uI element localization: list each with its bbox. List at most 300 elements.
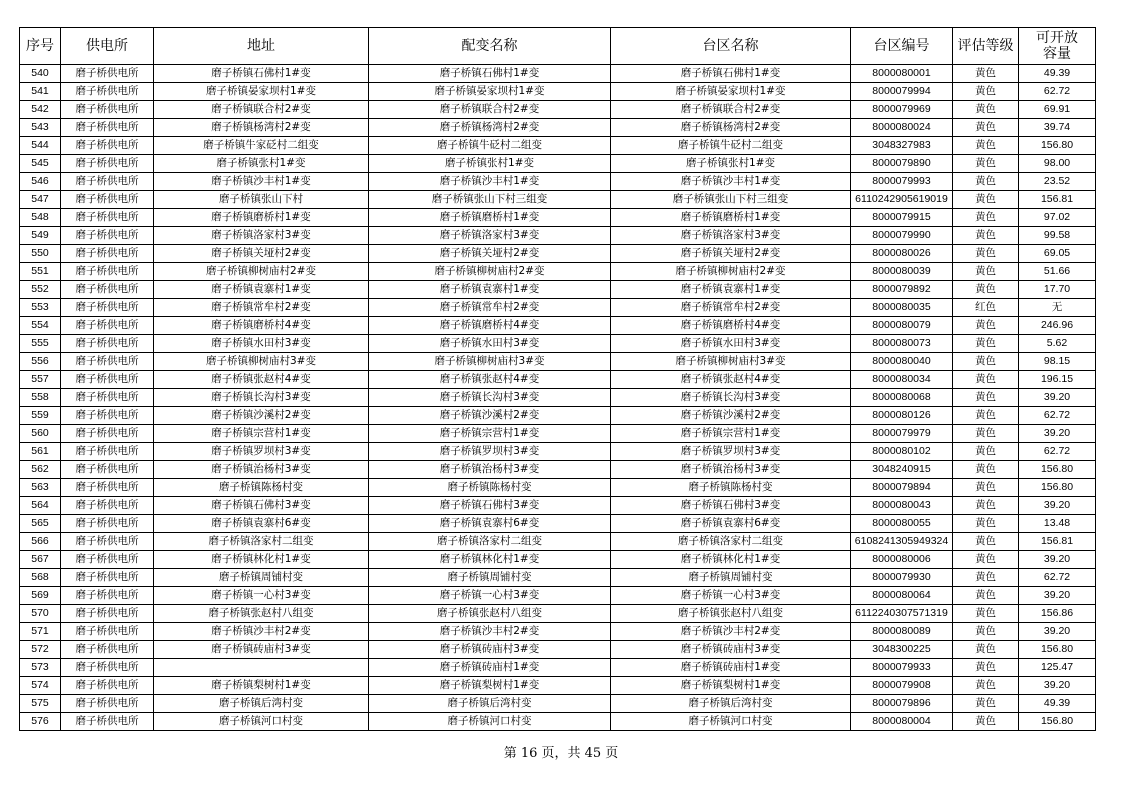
table-row — [20, 191, 1096, 209]
cell-area-code: 8000080034 — [851, 371, 953, 389]
cell-address: 磨子桥镇袁寨村6#变 — [154, 515, 369, 533]
cell-transformer: 磨子桥镇砖庙村1#变 — [369, 659, 611, 677]
cell-address: 磨子桥镇洛家村3#变 — [154, 227, 369, 245]
cell-seq: 562 — [20, 461, 61, 479]
cell-seq: 553 — [20, 299, 61, 317]
cell-capacity: 23.52 — [1019, 173, 1096, 191]
cell-capacity: 156.80 — [1019, 137, 1096, 155]
cell-capacity: 13.48 — [1019, 515, 1096, 533]
cell-seq: 548 — [20, 209, 61, 227]
cell-address: 磨子桥镇治杨村3#变 — [154, 461, 369, 479]
cell-supplier: 磨子桥供电所 — [61, 371, 154, 389]
cell-grade: 黄色 — [953, 137, 1019, 155]
cell-seq: 549 — [20, 227, 61, 245]
cell-capacity: 69.05 — [1019, 245, 1096, 263]
cell-transformer: 磨子桥镇张山下村三组变 — [369, 191, 611, 209]
cell-seq: 564 — [20, 497, 61, 515]
cell-grade: 黄色 — [953, 407, 1019, 425]
cell-supplier: 磨子桥供电所 — [61, 659, 154, 677]
cell-area-name: 磨子桥镇砖庙村3#变 — [611, 641, 851, 659]
cell-capacity: 39.20 — [1019, 677, 1096, 695]
cell-address: 磨子桥镇石佛村3#变 — [154, 497, 369, 515]
cell-supplier: 磨子桥供电所 — [61, 83, 154, 101]
table-row — [20, 461, 1096, 479]
cell-capacity: 39.20 — [1019, 623, 1096, 641]
cell-area-name: 磨子桥镇柳树庙村3#变 — [611, 353, 851, 371]
table-body — [20, 65, 1096, 731]
cell-address: 磨子桥镇晏家坝村1#变 — [154, 83, 369, 101]
cell-grade: 黄色 — [953, 497, 1019, 515]
cell-capacity: 246.96 — [1019, 317, 1096, 335]
table-row — [20, 371, 1096, 389]
cell-seq: 561 — [20, 443, 61, 461]
cell-address: 磨子桥镇一心村3#变 — [154, 587, 369, 605]
table-header — [20, 28, 1096, 65]
cell-address: 磨子桥镇洛家村二组变 — [154, 533, 369, 551]
cell-grade: 黄色 — [953, 461, 1019, 479]
cell-seq: 571 — [20, 623, 61, 641]
cell-transformer: 磨子桥镇沙丰村2#变 — [369, 623, 611, 641]
cell-area-name: 磨子桥镇陈杨村变 — [611, 479, 851, 497]
cell-grade: 黄色 — [953, 353, 1019, 371]
cell-grade: 黄色 — [953, 389, 1019, 407]
cell-supplier: 磨子桥供电所 — [61, 569, 154, 587]
cell-area-code: 6110242905619019 — [851, 191, 953, 209]
cell-supplier: 磨子桥供电所 — [61, 101, 154, 119]
cell-capacity: 98.15 — [1019, 353, 1096, 371]
header-capacity-line2: 容量 — [1043, 46, 1071, 62]
cell-address: 磨子桥镇水田村3#变 — [154, 335, 369, 353]
table-row — [20, 515, 1096, 533]
cell-grade: 黄色 — [953, 191, 1019, 209]
cell-area-name: 磨子桥镇河口村变 — [611, 713, 851, 731]
cell-address: 磨子桥镇罗坝村3#变 — [154, 443, 369, 461]
table-row — [20, 353, 1096, 371]
table-row — [20, 497, 1096, 515]
cell-seq: 541 — [20, 83, 61, 101]
cell-grade: 黄色 — [953, 569, 1019, 587]
cell-supplier: 磨子桥供电所 — [61, 515, 154, 533]
table-row — [20, 407, 1096, 425]
cell-supplier: 磨子桥供电所 — [61, 605, 154, 623]
cell-transformer: 磨子桥镇林化村1#变 — [369, 551, 611, 569]
cell-area-name: 磨子桥镇磨桥村4#变 — [611, 317, 851, 335]
header-grade: 评估等级 — [953, 28, 1019, 65]
cell-address: 磨子桥镇沙丰村2#变 — [154, 623, 369, 641]
cell-capacity: 62.72 — [1019, 407, 1096, 425]
cell-area-code: 8000079979 — [851, 425, 953, 443]
table-row — [20, 551, 1096, 569]
cell-area-code: 8000080126 — [851, 407, 953, 425]
cell-area-code: 3048300225 — [851, 641, 953, 659]
cell-transformer: 磨子桥镇梨树村1#变 — [369, 677, 611, 695]
cell-seq: 558 — [20, 389, 61, 407]
cell-supplier: 磨子桥供电所 — [61, 245, 154, 263]
table-row — [20, 209, 1096, 227]
table-row — [20, 299, 1096, 317]
cell-area-code: 8000080043 — [851, 497, 953, 515]
cell-grade: 黄色 — [953, 101, 1019, 119]
cell-seq: 546 — [20, 173, 61, 191]
cell-capacity: 156.86 — [1019, 605, 1096, 623]
cell-supplier: 磨子桥供电所 — [61, 137, 154, 155]
cell-capacity: 196.15 — [1019, 371, 1096, 389]
cell-area-code: 8000080004 — [851, 713, 953, 731]
cell-supplier: 磨子桥供电所 — [61, 119, 154, 137]
cell-area-code: 8000079908 — [851, 677, 953, 695]
cell-transformer: 磨子桥镇洛家村3#变 — [369, 227, 611, 245]
cell-grade: 黄色 — [953, 443, 1019, 461]
cell-area-code: 8000080040 — [851, 353, 953, 371]
cell-area-name: 磨子桥镇袁寨村1#变 — [611, 281, 851, 299]
cell-area-name: 磨子桥镇张村1#变 — [611, 155, 851, 173]
cell-seq: 555 — [20, 335, 61, 353]
cell-supplier: 磨子桥供电所 — [61, 65, 154, 83]
cell-transformer: 磨子桥镇晏家坝村1#变 — [369, 83, 611, 101]
cell-address: 磨子桥镇陈杨村变 — [154, 479, 369, 497]
cell-area-name: 磨子桥镇石佛村3#变 — [611, 497, 851, 515]
cell-grade: 黄色 — [953, 587, 1019, 605]
cell-area-name: 磨子桥镇关垭村2#变 — [611, 245, 851, 263]
cell-area-code: 8000080024 — [851, 119, 953, 137]
cell-grade: 黄色 — [953, 623, 1019, 641]
cell-capacity: 156.80 — [1019, 641, 1096, 659]
cell-address: 磨子桥镇常牟村2#变 — [154, 299, 369, 317]
cell-transformer: 磨子桥镇张村1#变 — [369, 155, 611, 173]
cell-area-name: 磨子桥镇后湾村变 — [611, 695, 851, 713]
table-row — [20, 533, 1096, 551]
cell-area-code: 8000079969 — [851, 101, 953, 119]
cell-grade: 黄色 — [953, 677, 1019, 695]
cell-area-name: 磨子桥镇柳树庙村2#变 — [611, 263, 851, 281]
cell-address — [154, 659, 369, 677]
cell-capacity: 98.00 — [1019, 155, 1096, 173]
cell-transformer: 磨子桥镇后湾村变 — [369, 695, 611, 713]
cell-transformer: 磨子桥镇沙丰村1#变 — [369, 173, 611, 191]
cell-area-name: 磨子桥镇张山下村三组变 — [611, 191, 851, 209]
cell-grade: 黄色 — [953, 317, 1019, 335]
cell-seq: 543 — [20, 119, 61, 137]
cell-area-name: 磨子桥镇洛家村二组变 — [611, 533, 851, 551]
cell-transformer: 磨子桥镇陈杨村变 — [369, 479, 611, 497]
cell-area-code: 8000080102 — [851, 443, 953, 461]
cell-address: 磨子桥镇石佛村1#变 — [154, 65, 369, 83]
cell-supplier: 磨子桥供电所 — [61, 425, 154, 443]
cell-seq: 547 — [20, 191, 61, 209]
cell-capacity: 49.39 — [1019, 695, 1096, 713]
cell-supplier: 磨子桥供电所 — [61, 695, 154, 713]
cell-area-code: 8000079890 — [851, 155, 953, 173]
cell-seq: 576 — [20, 713, 61, 731]
table-row — [20, 317, 1096, 335]
cell-area-code: 3048240915 — [851, 461, 953, 479]
table-row — [20, 65, 1096, 83]
cell-transformer: 磨子桥镇联合村2#变 — [369, 101, 611, 119]
cell-address: 磨子桥镇梨树村1#变 — [154, 677, 369, 695]
cell-grade: 黄色 — [953, 119, 1019, 137]
page-footer: 第 16 页，共 45 页 — [503, 746, 619, 761]
cell-supplier: 磨子桥供电所 — [61, 407, 154, 425]
table-row — [20, 227, 1096, 245]
cell-area-code: 8000080068 — [851, 389, 953, 407]
cell-grade: 黄色 — [953, 371, 1019, 389]
cell-seq: 540 — [20, 65, 61, 83]
cell-address: 磨子桥镇张山下村 — [154, 191, 369, 209]
cell-area-code: 8000080001 — [851, 65, 953, 83]
cell-grade: 黄色 — [953, 551, 1019, 569]
cell-transformer: 磨子桥镇关垭村2#变 — [369, 245, 611, 263]
cell-area-code: 8000080039 — [851, 263, 953, 281]
cell-area-name: 磨子桥镇张赵村4#变 — [611, 371, 851, 389]
cell-capacity: 49.39 — [1019, 65, 1096, 83]
cell-area-name: 磨子桥镇沙丰村2#变 — [611, 623, 851, 641]
cell-capacity: 39.20 — [1019, 425, 1096, 443]
cell-address: 磨子桥镇沙丰村1#变 — [154, 173, 369, 191]
cell-capacity: 156.80 — [1019, 713, 1096, 731]
cell-seq: 575 — [20, 695, 61, 713]
cell-seq: 545 — [20, 155, 61, 173]
cell-transformer: 磨子桥镇袁寨村1#变 — [369, 281, 611, 299]
table-row — [20, 623, 1096, 641]
cell-address: 磨子桥镇长沟村3#变 — [154, 389, 369, 407]
cell-supplier: 磨子桥供电所 — [61, 281, 154, 299]
cell-transformer: 磨子桥镇柳树庙村3#变 — [369, 353, 611, 371]
cell-area-code: 8000079915 — [851, 209, 953, 227]
cell-area-name: 磨子桥镇石佛村1#变 — [611, 65, 851, 83]
table-row — [20, 605, 1096, 623]
cell-capacity: 39.20 — [1019, 587, 1096, 605]
cell-area-name: 磨子桥镇砖庙村1#变 — [611, 659, 851, 677]
cell-grade: 黄色 — [953, 335, 1019, 353]
cell-seq: 552 — [20, 281, 61, 299]
cell-seq: 542 — [20, 101, 61, 119]
cell-area-code: 8000079896 — [851, 695, 953, 713]
cell-transformer: 磨子桥镇牛砭村二组变 — [369, 137, 611, 155]
cell-transformer: 磨子桥镇水田村3#变 — [369, 335, 611, 353]
header-address: 地址 — [154, 28, 369, 65]
table-row — [20, 659, 1096, 677]
cell-capacity: 97.02 — [1019, 209, 1096, 227]
table-row — [20, 101, 1096, 119]
cell-transformer: 磨子桥镇洛家村二组变 — [369, 533, 611, 551]
cell-grade: 黄色 — [953, 479, 1019, 497]
cell-address: 磨子桥镇河口村变 — [154, 713, 369, 731]
cell-address: 磨子桥镇宗营村1#变 — [154, 425, 369, 443]
cell-area-name: 磨子桥镇宗营村1#变 — [611, 425, 851, 443]
cell-grade: 黄色 — [953, 713, 1019, 731]
cell-seq: 563 — [20, 479, 61, 497]
cell-area-name: 磨子桥镇洛家村3#变 — [611, 227, 851, 245]
cell-capacity: 39.20 — [1019, 389, 1096, 407]
cell-seq: 556 — [20, 353, 61, 371]
cell-supplier: 磨子桥供电所 — [61, 155, 154, 173]
cell-area-code: 8000079894 — [851, 479, 953, 497]
cell-capacity: 69.91 — [1019, 101, 1096, 119]
cell-capacity: 39.74 — [1019, 119, 1096, 137]
cell-area-name: 磨子桥镇沙丰村1#变 — [611, 173, 851, 191]
table-row — [20, 281, 1096, 299]
cell-area-name: 磨子桥镇沙溪村2#变 — [611, 407, 851, 425]
cell-supplier: 磨子桥供电所 — [61, 551, 154, 569]
cell-address: 磨子桥镇沙溪村2#变 — [154, 407, 369, 425]
header-capacity-line1: 可开放 — [1036, 30, 1078, 46]
table-row — [20, 119, 1096, 137]
cell-address: 磨子桥镇林化村1#变 — [154, 551, 369, 569]
cell-transformer: 磨子桥镇张赵村八组变 — [369, 605, 611, 623]
cell-capacity: 17.70 — [1019, 281, 1096, 299]
header-transformer: 配变名称 — [369, 28, 611, 65]
header-row — [20, 28, 1096, 65]
cell-area-name: 磨子桥镇梨树村1#变 — [611, 677, 851, 695]
cell-area-name: 磨子桥镇罗坝村3#变 — [611, 443, 851, 461]
table-row — [20, 425, 1096, 443]
cell-grade: 黄色 — [953, 65, 1019, 83]
cell-area-code: 8000079994 — [851, 83, 953, 101]
cell-address: 磨子桥镇磨桥村1#变 — [154, 209, 369, 227]
cell-transformer: 磨子桥镇袁寨村6#变 — [369, 515, 611, 533]
cell-seq: 560 — [20, 425, 61, 443]
cell-capacity: 99.58 — [1019, 227, 1096, 245]
cell-area-code: 8000079993 — [851, 173, 953, 191]
table-row — [20, 83, 1096, 101]
cell-address: 磨子桥镇柳树庙村3#变 — [154, 353, 369, 371]
cell-supplier: 磨子桥供电所 — [61, 389, 154, 407]
cell-capacity: 156.81 — [1019, 191, 1096, 209]
cell-seq: 570 — [20, 605, 61, 623]
cell-area-name: 磨子桥镇联合村2#变 — [611, 101, 851, 119]
cell-capacity: 156.80 — [1019, 461, 1096, 479]
cell-seq: 566 — [20, 533, 61, 551]
cell-area-code: 8000080064 — [851, 587, 953, 605]
cell-transformer: 磨子桥镇柳树庙村2#变 — [369, 263, 611, 281]
cell-area-name: 磨子桥镇治杨村3#变 — [611, 461, 851, 479]
cell-area-code: 6112240307571319 — [851, 605, 953, 623]
cell-address: 磨子桥镇磨桥村4#变 — [154, 317, 369, 335]
cell-area-code: 8000080079 — [851, 317, 953, 335]
cell-area-name: 磨子桥镇长沟村3#变 — [611, 389, 851, 407]
cell-capacity: 51.66 — [1019, 263, 1096, 281]
header-capacity — [1019, 28, 1096, 65]
cell-seq: 572 — [20, 641, 61, 659]
cell-area-code: 3048327983 — [851, 137, 953, 155]
table-row — [20, 245, 1096, 263]
cell-supplier: 磨子桥供电所 — [61, 209, 154, 227]
cell-seq: 574 — [20, 677, 61, 695]
cell-supplier: 磨子桥供电所 — [61, 191, 154, 209]
cell-area-code: 8000079933 — [851, 659, 953, 677]
cell-transformer: 磨子桥镇杨湾村2#变 — [369, 119, 611, 137]
cell-grade: 黄色 — [953, 209, 1019, 227]
cell-transformer: 磨子桥镇磨桥村1#变 — [369, 209, 611, 227]
cell-transformer: 磨子桥镇沙溪村2#变 — [369, 407, 611, 425]
table-row — [20, 479, 1096, 497]
cell-supplier: 磨子桥供电所 — [61, 641, 154, 659]
cell-area-name: 磨子桥镇晏家坝村1#变 — [611, 83, 851, 101]
cell-address: 磨子桥镇后湾村变 — [154, 695, 369, 713]
cell-transformer: 磨子桥镇治杨村3#变 — [369, 461, 611, 479]
cell-area-code: 8000079892 — [851, 281, 953, 299]
cell-transformer: 磨子桥镇一心村3#变 — [369, 587, 611, 605]
cell-seq: 554 — [20, 317, 61, 335]
cell-supplier: 磨子桥供电所 — [61, 173, 154, 191]
cell-supplier: 磨子桥供电所 — [61, 443, 154, 461]
cell-seq: 559 — [20, 407, 61, 425]
cell-area-name: 磨子桥镇磨桥村1#变 — [611, 209, 851, 227]
cell-capacity: 156.80 — [1019, 479, 1096, 497]
table-row — [20, 713, 1096, 731]
cell-area-name: 磨子桥镇林化村1#变 — [611, 551, 851, 569]
cell-supplier: 磨子桥供电所 — [61, 587, 154, 605]
table-row — [20, 641, 1096, 659]
cell-address: 磨子桥镇柳树庙村2#变 — [154, 263, 369, 281]
cell-area-code: 8000080026 — [851, 245, 953, 263]
cell-supplier: 磨子桥供电所 — [61, 299, 154, 317]
cell-area-code: 8000080035 — [851, 299, 953, 317]
table-row — [20, 695, 1096, 713]
cell-address: 磨子桥镇杨湾村2#变 — [154, 119, 369, 137]
cell-transformer: 磨子桥镇长沟村3#变 — [369, 389, 611, 407]
table-row — [20, 389, 1096, 407]
header-area-code: 台区编号 — [851, 28, 953, 65]
cell-transformer: 磨子桥镇罗坝村3#变 — [369, 443, 611, 461]
cell-grade: 黄色 — [953, 641, 1019, 659]
table-row — [20, 263, 1096, 281]
cell-capacity: 62.72 — [1019, 443, 1096, 461]
header-supplier: 供电所 — [61, 28, 154, 65]
cell-area-name: 磨子桥镇水田村3#变 — [611, 335, 851, 353]
cell-address: 磨子桥镇砖庙村3#变 — [154, 641, 369, 659]
cell-capacity: 无 — [1019, 299, 1096, 317]
cell-seq: 568 — [20, 569, 61, 587]
cell-grade: 黄色 — [953, 659, 1019, 677]
cell-area-code: 6108241305949324 — [851, 533, 953, 551]
cell-area-name: 磨子桥镇一心村3#变 — [611, 587, 851, 605]
cell-supplier: 磨子桥供电所 — [61, 353, 154, 371]
cell-grade: 黄色 — [953, 83, 1019, 101]
cell-address: 磨子桥镇张赵村八组变 — [154, 605, 369, 623]
cell-grade: 黄色 — [953, 245, 1019, 263]
table-row — [20, 155, 1096, 173]
cell-area-code: 8000080055 — [851, 515, 953, 533]
cell-grade: 黄色 — [953, 263, 1019, 281]
table-row — [20, 569, 1096, 587]
cell-grade: 黄色 — [953, 695, 1019, 713]
document-sheet — [19, 27, 1095, 731]
cell-grade: 黄色 — [953, 155, 1019, 173]
cell-grade: 黄色 — [953, 515, 1019, 533]
cell-supplier: 磨子桥供电所 — [61, 227, 154, 245]
cell-supplier: 磨子桥供电所 — [61, 479, 154, 497]
cell-transformer: 磨子桥镇磨桥村4#变 — [369, 317, 611, 335]
cell-area-code: 8000079930 — [851, 569, 953, 587]
table-row — [20, 587, 1096, 605]
cell-transformer: 磨子桥镇张赵村4#变 — [369, 371, 611, 389]
cell-seq: 573 — [20, 659, 61, 677]
cell-area-code: 8000080073 — [851, 335, 953, 353]
cell-transformer: 磨子桥镇河口村变 — [369, 713, 611, 731]
cell-area-name: 磨子桥镇常牟村2#变 — [611, 299, 851, 317]
table-row — [20, 137, 1096, 155]
cell-grade: 红色 — [953, 299, 1019, 317]
cell-grade: 黄色 — [953, 425, 1019, 443]
cell-area-code: 8000079990 — [851, 227, 953, 245]
cell-address: 磨子桥镇周铺村变 — [154, 569, 369, 587]
cell-supplier: 磨子桥供电所 — [61, 533, 154, 551]
cell-capacity: 156.81 — [1019, 533, 1096, 551]
cell-transformer: 磨子桥镇石佛村3#变 — [369, 497, 611, 515]
cell-address: 磨子桥镇牛家砭村二组变 — [154, 137, 369, 155]
cell-capacity: 125.47 — [1019, 659, 1096, 677]
